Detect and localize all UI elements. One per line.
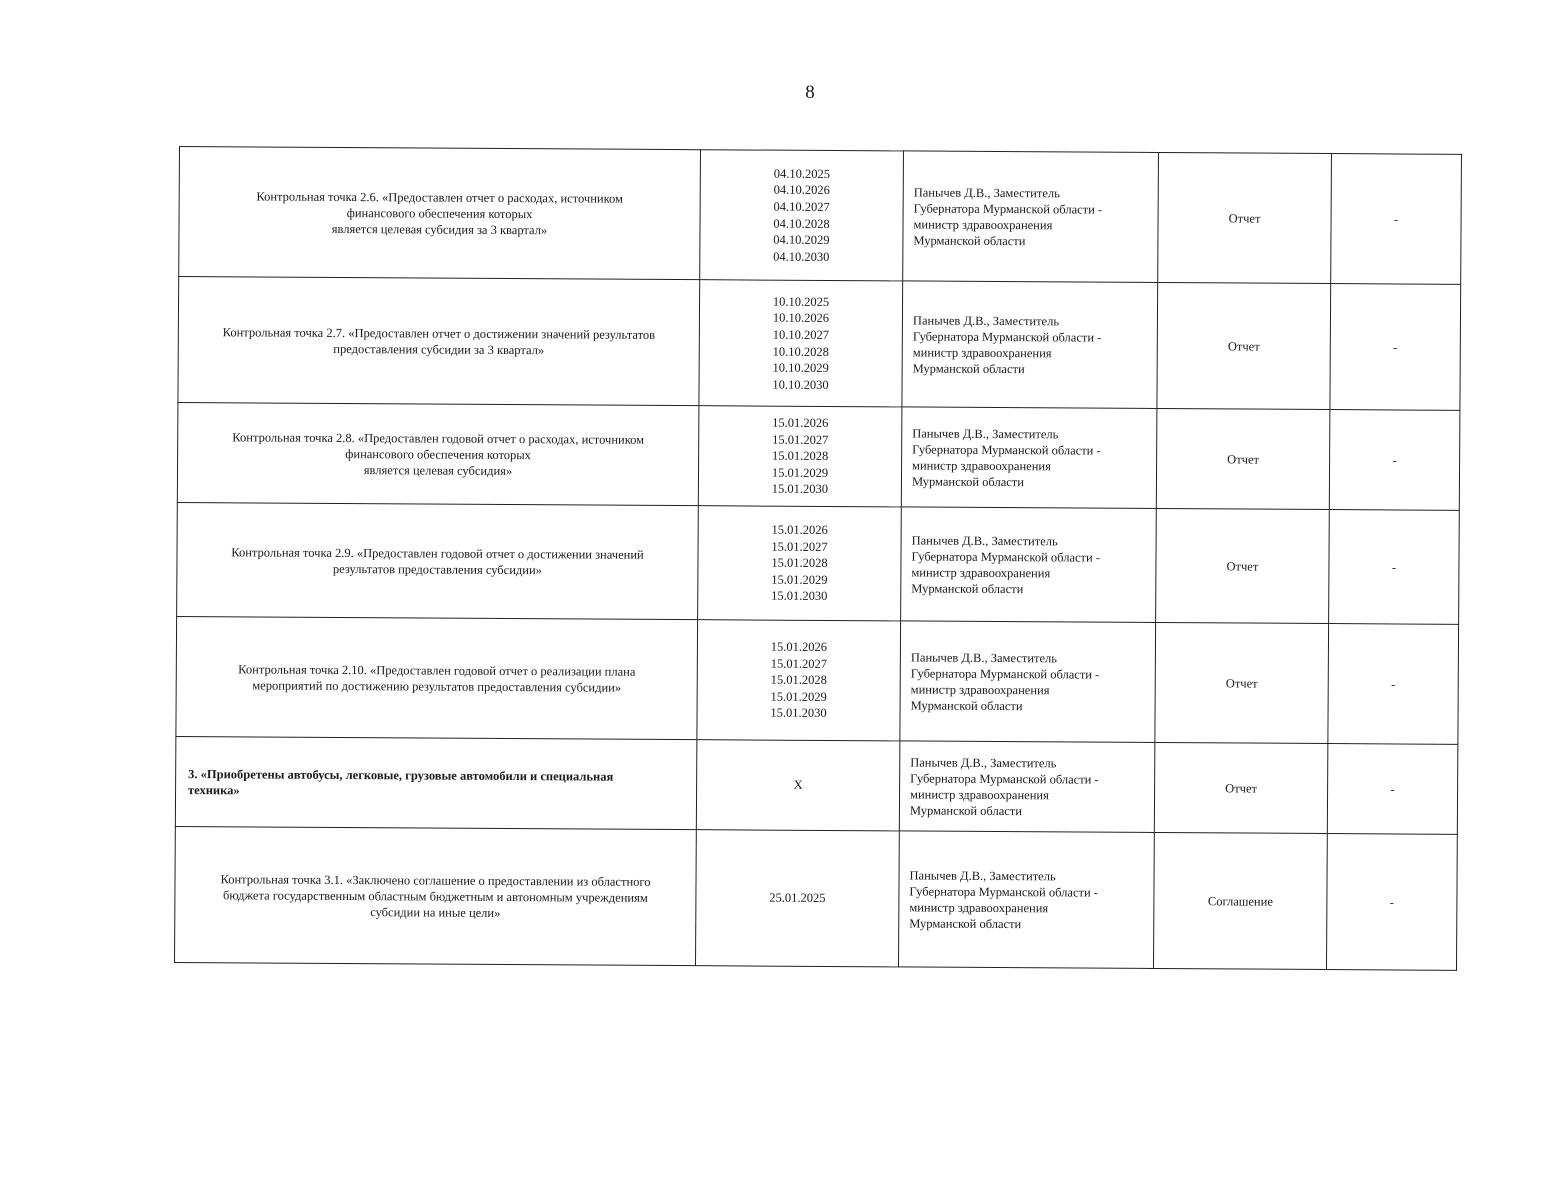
note-cell: -	[1326, 834, 1457, 971]
responsible-line: министр здравоохранения	[912, 457, 1051, 473]
responsible-person	[901, 507, 1157, 623]
responsible-person	[901, 407, 1157, 509]
control-point-title	[176, 616, 698, 739]
responsible-person	[898, 831, 1154, 969]
table-row	[177, 502, 1460, 624]
note-cell: -	[1329, 410, 1460, 511]
note-cell: -	[1327, 744, 1458, 835]
title-line: Контрольная точка 3.1. «Заключено соглашение о предоставлении из областного	[220, 871, 651, 889]
title-line: Контрольная точка 2.6. «Предоставлен отчет о расходах, источником	[256, 188, 624, 206]
document-type: Отчет	[1156, 508, 1330, 623]
table-row	[177, 402, 1460, 510]
responsible-person	[899, 741, 1155, 833]
document-type: Отчет	[1156, 408, 1330, 509]
control-point-title	[179, 147, 701, 280]
document-type: Отчет	[1155, 622, 1329, 743]
deadline-dates	[698, 406, 902, 507]
title-line: Контрольная точка 2.10. «Предоставлен годовой отчет о реализации плана	[238, 661, 636, 679]
deadline-dates	[697, 620, 901, 741]
responsible-line: Мурманской области	[913, 232, 1026, 248]
responsible-line: Мурманской области	[910, 697, 1023, 713]
deadline-date: 15.01.2027	[771, 539, 828, 554]
deadline-date: 15.01.2026	[770, 639, 828, 654]
deadline-date: 15.01.2026	[771, 522, 828, 537]
title-line: 3. «Приобретены автобусы, легковые, грузовые автомобили и специальная	[188, 766, 614, 784]
responsible-line: Губернатора Мурманской области -	[910, 770, 1099, 787]
responsible-line: Панычев Д.В., Заместитель	[909, 867, 1056, 883]
control-point-title	[177, 502, 699, 619]
responsible-person	[900, 621, 1156, 743]
responsible-line: министр здравоохранения	[909, 899, 1049, 915]
document-type: Отчет	[1154, 742, 1328, 833]
deadline-date: 15.01.2028	[771, 555, 828, 571]
deadline-date: 25.01.2025	[769, 890, 826, 906]
table-row	[176, 616, 1459, 744]
title-line: бюджета государственным областным бюджетным и автономным учреждениям	[223, 887, 648, 905]
deadline-date: 15.01.2026	[772, 415, 829, 430]
deadline-date: 15.01.2029	[770, 689, 827, 704]
deadline-date: 04.10.2026	[773, 182, 830, 198]
document-type: Отчет	[1157, 282, 1331, 409]
table-row	[179, 147, 1462, 285]
title-line: техника»	[188, 782, 240, 797]
deadline-date: 10.10.2026	[772, 310, 830, 326]
responsible-person	[903, 151, 1159, 283]
note-cell: -	[1331, 154, 1462, 285]
title-line: мероприятий по достижению результатов предоставления субсидии»	[252, 677, 622, 695]
responsible-line: Губернатора Мурманской области -	[913, 200, 1103, 217]
control-point-title	[175, 826, 697, 965]
responsible-line: Панычев Д.В., Заместитель	[912, 312, 1060, 328]
title-line: является целевая субсидия за 3 квартал»	[331, 221, 548, 237]
deadline-date: 15.01.2030	[771, 482, 829, 497]
deadline-date: 04.10.2025	[773, 166, 831, 181]
title-line: Контрольная точка 2.9. «Предоставлен годовой отчет о достижении значений	[231, 544, 644, 562]
table-row	[175, 826, 1458, 970]
deadline-date: 15.01.2030	[771, 589, 828, 604]
control-point-title	[175, 736, 697, 829]
deadline-date: 15.01.2028	[771, 448, 829, 464]
responsible-line: министр здравоохранения	[912, 344, 1052, 360]
deadline-date: 04.10.2029	[773, 232, 830, 248]
deadline-dates	[698, 506, 902, 621]
deadline-date: 04.10.2030	[773, 249, 830, 264]
deadline-date: X	[793, 777, 803, 793]
title-line: является целевая субсидия»	[363, 462, 513, 478]
responsible-line: Губернатора Мурманской области -	[909, 883, 1099, 900]
responsible-line: Мурманской области	[912, 360, 1025, 376]
deadline-date: 15.01.2030	[770, 706, 827, 721]
note-cell: -	[1330, 284, 1461, 411]
deadline-date: 15.01.2028	[770, 672, 827, 688]
deadline-date: 15.01.2029	[771, 572, 828, 587]
title-line: субсидии на иные цели»	[370, 904, 501, 920]
table-row	[178, 277, 1461, 411]
deadline-dates	[700, 150, 904, 281]
title-line: предоставления субсидии за 3 квартал»	[333, 341, 545, 357]
deadline-date: 10.10.2030	[772, 377, 829, 392]
deadline-date: 10.10.2029	[772, 360, 829, 376]
responsible-line: Губернатора Мурманской области -	[910, 665, 1100, 682]
responsible-line: Губернатора Мурманской области -	[912, 441, 1101, 458]
table-row	[175, 736, 1458, 834]
document-type: Отчет	[1158, 152, 1332, 283]
title-line: финансового обеспечения которых	[345, 446, 531, 462]
responsible-line: Панычев Д.В., Заместитель	[910, 649, 1058, 665]
deadline-date: 15.01.2027	[772, 432, 829, 447]
title-line: Контрольная точка 2.7. «Предоставлен отчет о достижении значений результатов	[222, 324, 656, 342]
deadline-date: 10.10.2025	[772, 294, 830, 309]
responsible-person	[902, 281, 1158, 409]
title-line: финансового обеспечения которых	[346, 205, 533, 221]
responsible-line: министр здравоохранения	[910, 681, 1050, 697]
title-line: Контрольная точка 2.8. «Предоставлен годовой отчет о расходах, источником	[232, 429, 645, 447]
control-point-title	[177, 402, 699, 505]
responsible-line: Мурманской области	[911, 580, 1024, 596]
deadline-date: 15.01.2027	[770, 656, 828, 671]
deadline-date: 10.10.2027	[772, 327, 830, 342]
responsible-line: министр здравоохранения	[911, 564, 1051, 580]
control-point-title	[178, 277, 700, 406]
control-points-table-container	[174, 146, 1461, 971]
responsible-line: Панычев Д.В., Заместитель	[911, 532, 1058, 548]
note-cell: -	[1329, 510, 1460, 625]
responsible-line: Панычев Д.В., Заместитель	[910, 754, 1057, 770]
responsible-line: Мурманской области	[909, 802, 1023, 818]
responsible-line: Панычев Д.В., Заместитель	[913, 184, 1060, 200]
document-type: Соглашение	[1153, 832, 1327, 969]
responsible-line: Губернатора Мурманской области -	[912, 328, 1102, 345]
deadline-date: 04.10.2027	[773, 199, 830, 214]
note-cell: -	[1328, 624, 1459, 745]
deadline-dates	[696, 740, 900, 831]
deadline-date: 04.10.2028	[773, 216, 830, 231]
responsible-line: Губернатора Мурманской области -	[911, 548, 1101, 565]
responsible-line: министр здравоохранения	[913, 216, 1053, 232]
responsible-line: министр здравоохранения	[910, 786, 1049, 802]
deadline-dates	[696, 830, 900, 967]
deadline-dates	[699, 280, 903, 407]
responsible-line: Панычев Д.В., Заместитель	[912, 425, 1059, 441]
responsible-line: Мурманской области	[911, 473, 1025, 489]
deadline-date: 10.10.2028	[772, 344, 829, 359]
responsible-line: Мурманской области	[909, 915, 1022, 931]
page-number: 8	[805, 82, 815, 103]
title-line: результатов предоставления субсидии»	[332, 561, 542, 577]
control-points-table	[174, 146, 1462, 971]
deadline-date: 15.01.2029	[771, 465, 829, 480]
